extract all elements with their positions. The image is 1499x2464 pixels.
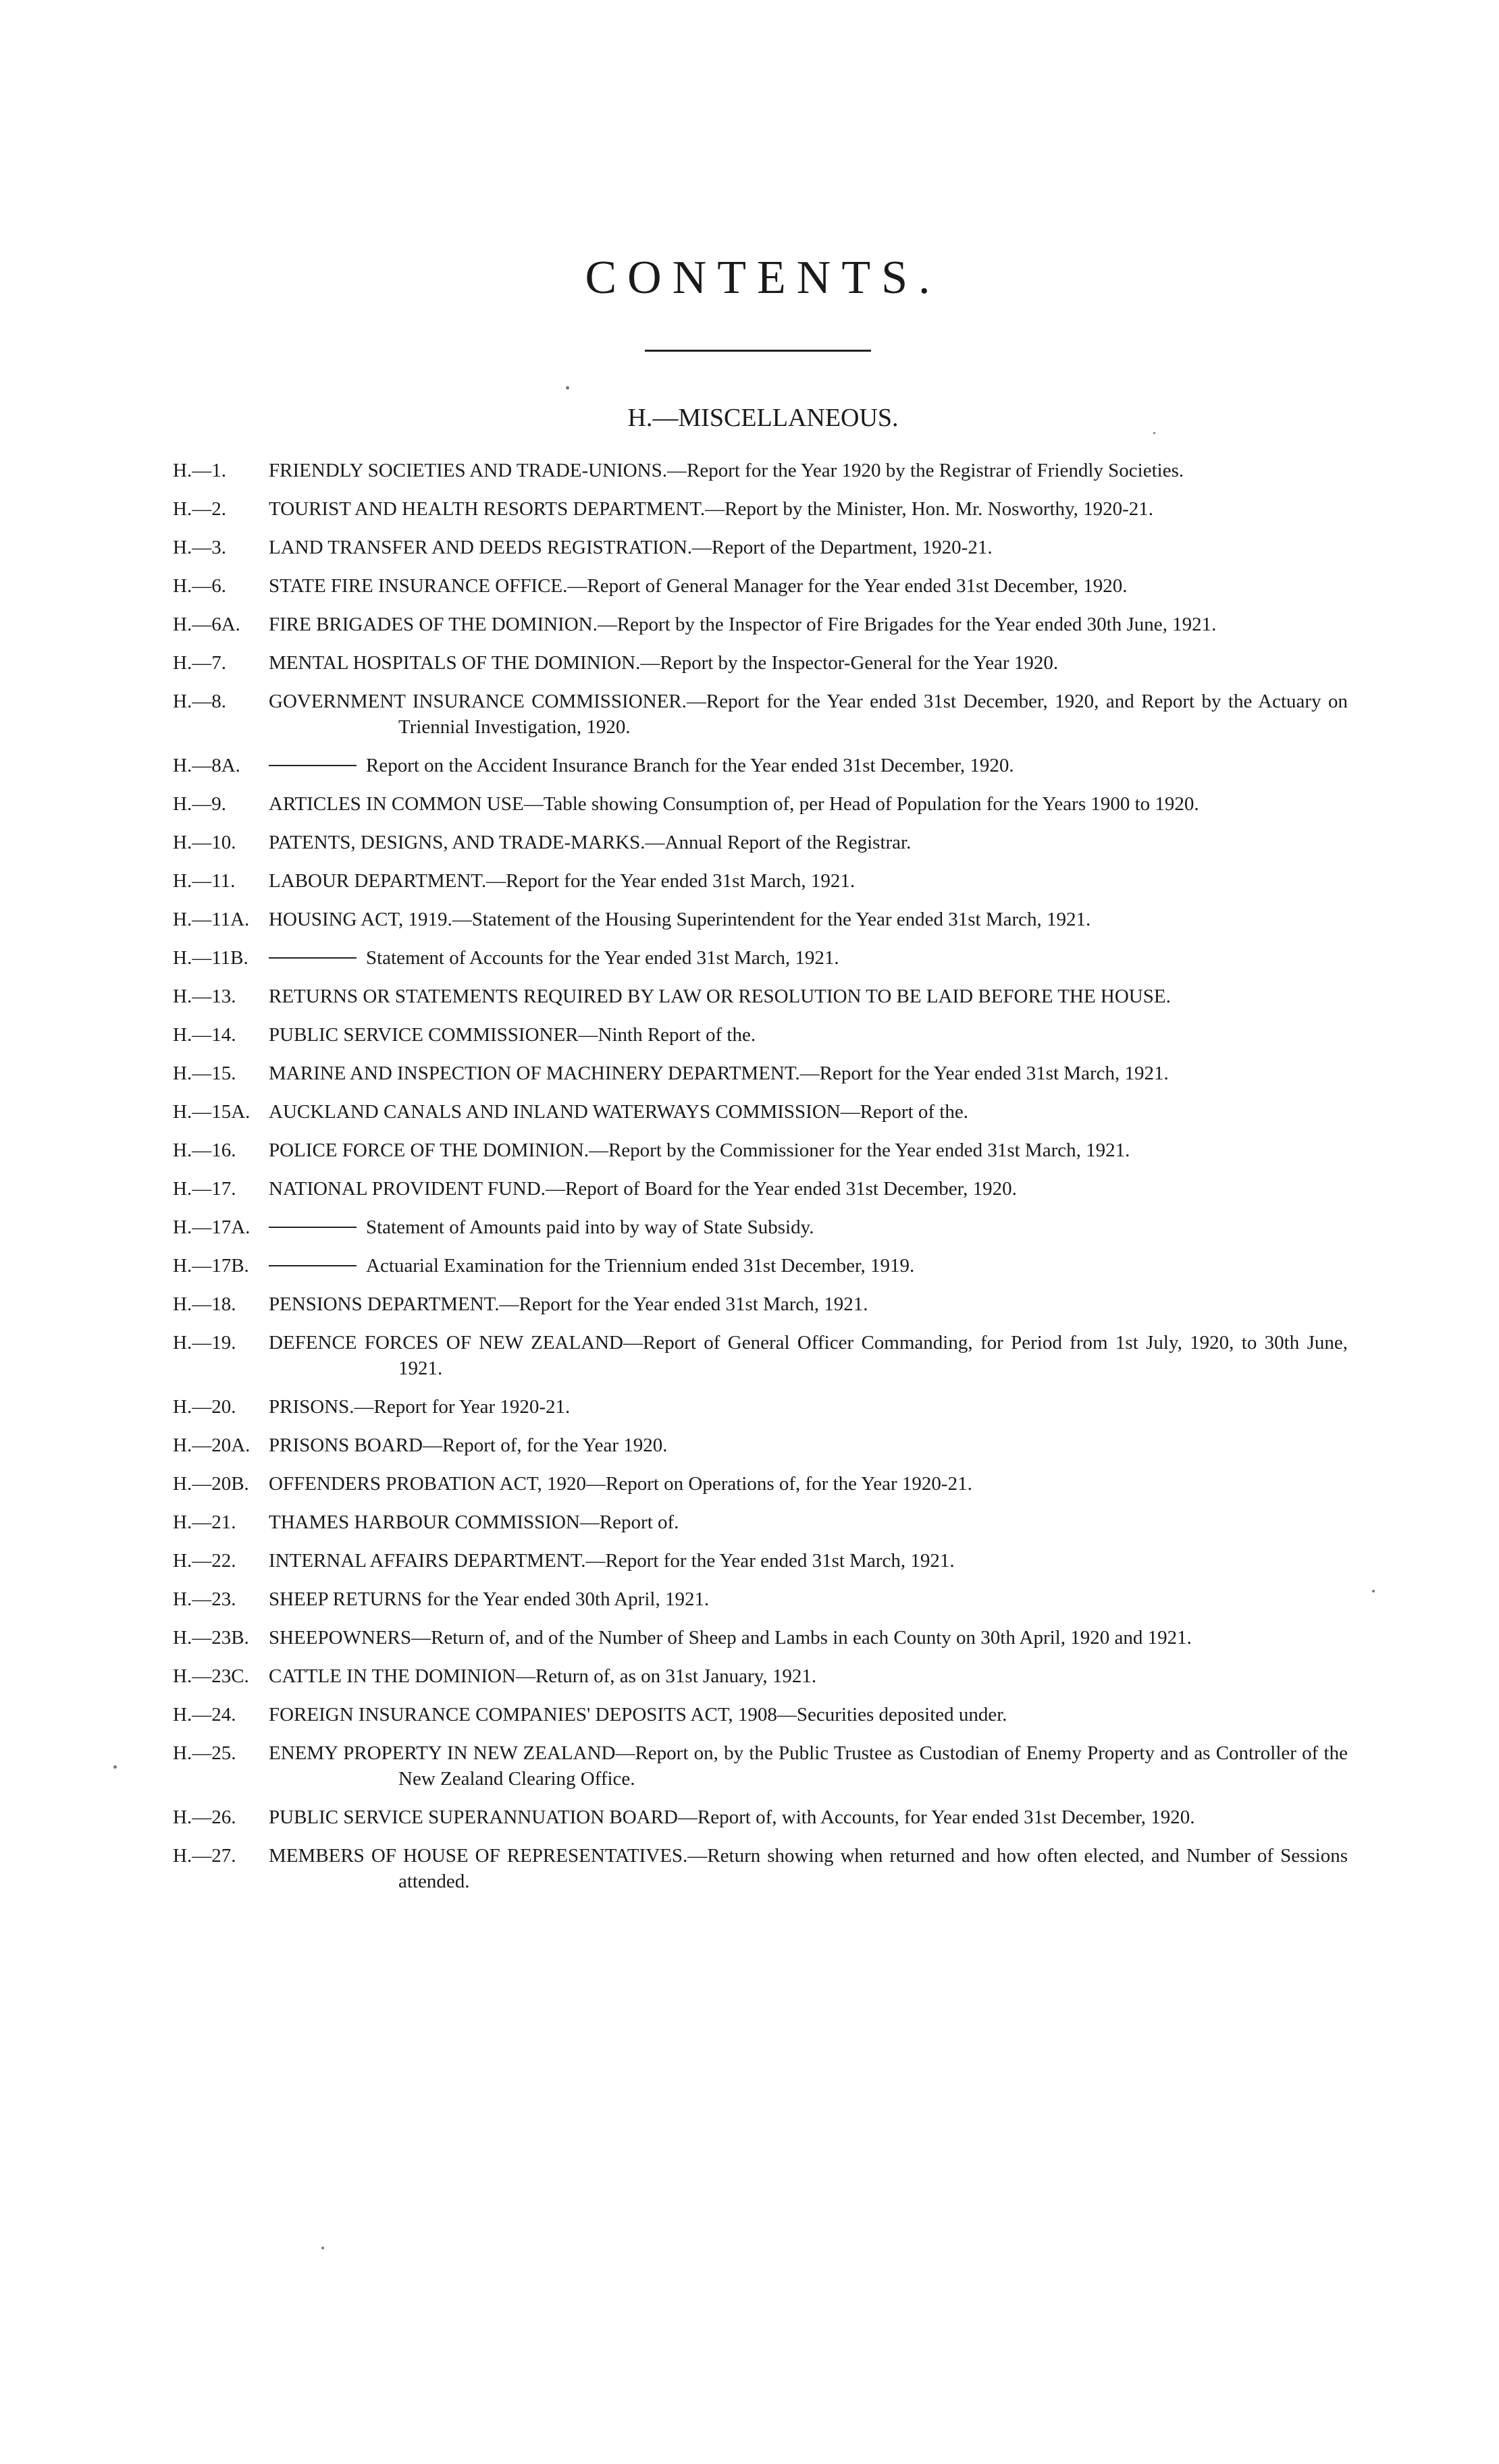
entry-code: H.—7. xyxy=(173,652,226,674)
entry-text-block xyxy=(269,1099,1348,1125)
ditto-dash xyxy=(269,1265,357,1266)
entry-text: SHEEPOWNERS—Return of, and of the Number of Sheep and Lambs in each County on 30th April, 1920 and 1921. xyxy=(269,1627,1192,1649)
entry-text: OFFENDERS PROBATION ACT, 1920—Report on Operations of, for the Year 1920-21. xyxy=(269,1473,972,1495)
contents-entry xyxy=(0,1253,1499,1279)
entry-code: H.—15A. xyxy=(173,1101,251,1123)
contents-entry xyxy=(0,535,1499,560)
entry-code: H.—22. xyxy=(173,1550,236,1572)
contents-entry xyxy=(0,791,1499,817)
contents-entry xyxy=(0,496,1499,522)
entry-code: H.—26. xyxy=(173,1806,236,1828)
entry-text-block xyxy=(269,984,1348,1009)
entry-text: PATENTS, DESIGNS, AND TRADE-MARKS.—Annual Report of the Registrar. xyxy=(269,832,912,853)
scan-speck xyxy=(321,2247,324,2249)
contents-entry xyxy=(0,1843,1499,1894)
entry-code: H.—20. xyxy=(173,1396,236,1418)
contents-entry xyxy=(0,1176,1499,1202)
entry-text: GOVERNMENT INSURANCE COMMISSIONER.—Report for the Year ended 31st December, 1920, and Report by the Actuary on Triennial Investigation, 1920. xyxy=(269,691,1348,738)
contents-entry xyxy=(0,1061,1499,1086)
contents-entry xyxy=(0,458,1499,483)
entry-text-block xyxy=(269,1214,1348,1240)
contents-entry xyxy=(0,830,1499,855)
entry-text: PUBLIC SERVICE SUPERANNUATION BOARD—Report of, with Accounts, for Year ended 31st December, 1920. xyxy=(269,1806,1195,1828)
scan-speck xyxy=(566,386,569,390)
entry-text: NATIONAL PROVIDENT FUND.—Report of Board for the Year ended 31st December, 1920. xyxy=(269,1178,1017,1200)
contents-entry xyxy=(0,1432,1499,1458)
entry-text-block xyxy=(269,689,1348,740)
entry-text: ENEMY PROPERTY IN NEW ZEALAND—Report on, by the Public Trustee as Custodian of Enemy Property and as Controller of the New Zealand Clearing Office. xyxy=(269,1742,1348,1790)
contents-entry xyxy=(0,1702,1499,1728)
ditto-dash xyxy=(269,957,357,959)
entry-code: H.—11A. xyxy=(173,909,250,930)
entry-text: HOUSING ACT, 1919.—Statement of the Housing Superintendent for the Year ended 31st March, 1921. xyxy=(269,909,1091,930)
entry-text-block xyxy=(269,1625,1348,1651)
entry-text-block xyxy=(269,830,1348,855)
entry-text-block xyxy=(269,1586,1348,1612)
entry-text-block xyxy=(269,1176,1348,1202)
entry-text-block xyxy=(269,650,1348,676)
entry-text: FIRE BRIGADES OF THE DOMINION.—Report by the Inspector of Fire Brigades for the Year ended 30th June, 1921. xyxy=(269,614,1217,635)
contents-list xyxy=(0,458,1499,1907)
entry-text-block xyxy=(269,945,1348,971)
entry-text: CATTLE IN THE DOMINION—Return of, as on 31st January, 1921. xyxy=(269,1665,817,1687)
contents-entry xyxy=(0,1740,1499,1792)
entry-code: H.—11. xyxy=(173,870,236,892)
entry-code: H.—20B. xyxy=(173,1473,249,1495)
entry-text: FRIENDLY SOCIETIES AND TRADE-UNIONS.—Report for the Year 1920 by the Registrar of Friendly Societies. xyxy=(269,460,1184,481)
entry-code: H.—8. xyxy=(173,691,226,712)
entry-code: H.—24. xyxy=(173,1704,236,1725)
entry-text-block xyxy=(269,612,1348,637)
entry-text: TOURIST AND HEALTH RESORTS DEPARTMENT.—Report by the Minister, Hon. Mr. Nosworthy, 1920-21. xyxy=(269,498,1154,520)
contents-entry xyxy=(0,1586,1499,1612)
scan-speck xyxy=(1153,432,1155,434)
contents-entry xyxy=(0,1137,1499,1163)
entry-text-block xyxy=(269,907,1348,932)
contents-entry xyxy=(0,573,1499,599)
ditto-dash xyxy=(269,765,357,766)
contents-entry xyxy=(0,1625,1499,1651)
entry-text: STATE FIRE INSURANCE OFFICE.—Report of General Manager for the Year ended 31st December, 1920. xyxy=(269,575,1128,597)
contents-entry xyxy=(0,907,1499,932)
entry-text: ARTICLES IN COMMON USE—Table showing Consumption of, per Head of Population for the Years 1900 to 1920. xyxy=(269,793,1199,815)
entry-text-block xyxy=(269,1394,1348,1420)
contents-entry xyxy=(0,650,1499,676)
entry-text-block xyxy=(269,868,1348,894)
entry-code: H.—18. xyxy=(173,1293,236,1315)
entry-text-block xyxy=(269,1330,1348,1381)
entry-text: Report on the Accident Insurance Branch for the Year ended 31st December, 1920. xyxy=(366,755,1014,776)
entry-text: FOREIGN INSURANCE COMPANIES' DEPOSITS ACT, 1908—Securities deposited under. xyxy=(269,1704,1007,1725)
entry-code: H.—17B. xyxy=(173,1255,249,1277)
contents-entry xyxy=(0,1509,1499,1535)
contents-entry xyxy=(0,1394,1499,1420)
entry-code: H.—27. xyxy=(173,1845,236,1867)
entry-text: MENTAL HOSPITALS OF THE DOMINION.—Report by the Inspector-General for the Year 1920. xyxy=(269,652,1059,674)
contents-entry xyxy=(0,1548,1499,1574)
entry-code: H.—23. xyxy=(173,1588,236,1610)
entry-text: INTERNAL AFFAIRS DEPARTMENT.—Report for the Year ended 31st March, 1921. xyxy=(269,1550,955,1572)
entry-code: H.—17A. xyxy=(173,1216,251,1238)
section-heading: H.—MISCELLANEOUS. xyxy=(627,404,899,432)
entry-text: LAND TRANSFER AND DEEDS REGISTRATION.—Report of the Department, 1920-21. xyxy=(269,537,993,558)
contents-entry xyxy=(0,945,1499,971)
entry-text-block xyxy=(269,1548,1348,1574)
contents-entry xyxy=(0,1471,1499,1497)
entry-text: PRISONS.—Report for Year 1920-21. xyxy=(269,1396,571,1418)
entry-code: H.—9. xyxy=(173,793,226,815)
entry-text: MEMBERS OF HOUSE OF REPRESENTATIVES.—Return showing when returned and how often elected, and Number of Sessions attended. xyxy=(269,1845,1348,1892)
entry-code: H.—17. xyxy=(173,1178,236,1200)
entry-code: H.—25. xyxy=(173,1742,236,1764)
entry-text: Actuarial Examination for the Triennium ended 31st December, 1919. xyxy=(366,1255,915,1277)
scan-speck xyxy=(113,1765,117,1769)
entry-text-block xyxy=(269,1022,1348,1048)
scan-speck xyxy=(1372,1590,1375,1592)
entry-text: SHEEP RETURNS for the Year ended 30th April, 1921. xyxy=(269,1588,710,1610)
entry-code: H.—2. xyxy=(173,498,226,520)
entry-code: H.—1. xyxy=(173,460,226,481)
entry-code: H.—10. xyxy=(173,832,236,853)
ditto-dash xyxy=(269,1227,357,1228)
entry-code: H.—19. xyxy=(173,1332,236,1354)
entry-text-block xyxy=(269,1663,1348,1689)
entry-text-block xyxy=(269,1432,1348,1458)
entry-code: H.—15. xyxy=(173,1063,236,1084)
entry-code: H.—6A. xyxy=(173,614,240,635)
entry-code: H.—20A. xyxy=(173,1435,251,1456)
entry-code: H.—23C. xyxy=(173,1665,249,1687)
entry-text-block xyxy=(269,1702,1348,1728)
entry-text: PENSIONS DEPARTMENT.—Report for the Year ended 31st March, 1921. xyxy=(269,1293,868,1315)
entry-text-block xyxy=(269,535,1348,560)
contents-entry xyxy=(0,1804,1499,1830)
entry-text-block xyxy=(269,573,1348,599)
contents-entry xyxy=(0,689,1499,740)
contents-entry xyxy=(0,1330,1499,1381)
entry-code: H.—3. xyxy=(173,537,226,558)
entry-text: Statement of Accounts for the Year ended 31st March, 1921. xyxy=(366,947,839,969)
entry-text-block xyxy=(269,1061,1348,1086)
entry-code: H.—11B. xyxy=(173,947,248,969)
entry-text-block xyxy=(269,1509,1348,1535)
entry-text: MARINE AND INSPECTION OF MACHINERY DEPARTMENT.—Report for the Year ended 31st March, 1921. xyxy=(269,1063,1169,1084)
entry-code: H.—13. xyxy=(173,986,236,1007)
entry-text-block xyxy=(269,1137,1348,1163)
entry-code: H.—23B. xyxy=(173,1627,249,1649)
entry-text: RETURNS OR STATEMENTS REQUIRED BY LAW OR RESOLUTION TO BE LAID BEFORE THE HOUSE. xyxy=(269,986,1171,1007)
entry-code: H.—6. xyxy=(173,575,226,597)
entry-text: THAMES HARBOUR COMMISSION—Report of. xyxy=(269,1511,679,1533)
contents-entry xyxy=(0,1663,1499,1689)
title-rule xyxy=(645,350,871,352)
entry-text-block xyxy=(269,1471,1348,1497)
contents-entry xyxy=(0,1214,1499,1240)
entry-code: H.—21. xyxy=(173,1511,236,1533)
page-title: CONTENTS. xyxy=(585,252,941,304)
contents-entry xyxy=(0,1022,1499,1048)
entry-text-block xyxy=(269,1843,1348,1894)
entry-text-block xyxy=(269,1740,1348,1792)
entry-text-block xyxy=(269,791,1348,817)
entry-text-block xyxy=(269,1253,1348,1279)
entry-text-block xyxy=(269,753,1348,778)
contents-entry xyxy=(0,1099,1499,1125)
entry-text-block xyxy=(269,1291,1348,1317)
entry-text: PRISONS BOARD—Report of, for the Year 1920. xyxy=(269,1435,668,1456)
entry-text-block xyxy=(269,496,1348,522)
entry-text: AUCKLAND CANALS AND INLAND WATERWAYS COMMISSION—Report of the. xyxy=(269,1101,968,1123)
entry-text-block xyxy=(269,1804,1348,1830)
entry-text: POLICE FORCE OF THE DOMINION.—Report by the Commissioner for the Year ended 31st March, 1921. xyxy=(269,1140,1130,1161)
contents-entry xyxy=(0,868,1499,894)
contents-entry xyxy=(0,984,1499,1009)
entry-code: H.—14. xyxy=(173,1024,236,1046)
entry-text: LABOUR DEPARTMENT.—Report for the Year ended 31st March, 1921. xyxy=(269,870,856,892)
contents-entry xyxy=(0,753,1499,778)
entry-text: DEFENCE FORCES OF NEW ZEALAND—Report of General Officer Commanding, for Period from 1st July, 1920, to 30th June, 1921. xyxy=(269,1332,1348,1379)
entry-text: Statement of Amounts paid into by way of State Subsidy. xyxy=(366,1216,814,1238)
contents-entry xyxy=(0,612,1499,637)
entry-text-block xyxy=(269,458,1348,483)
entry-code: H.—16. xyxy=(173,1140,236,1161)
entry-text: PUBLIC SERVICE COMMISSIONER—Ninth Report of the. xyxy=(269,1024,756,1046)
contents-entry xyxy=(0,1291,1499,1317)
entry-code: H.—8A. xyxy=(173,755,240,776)
